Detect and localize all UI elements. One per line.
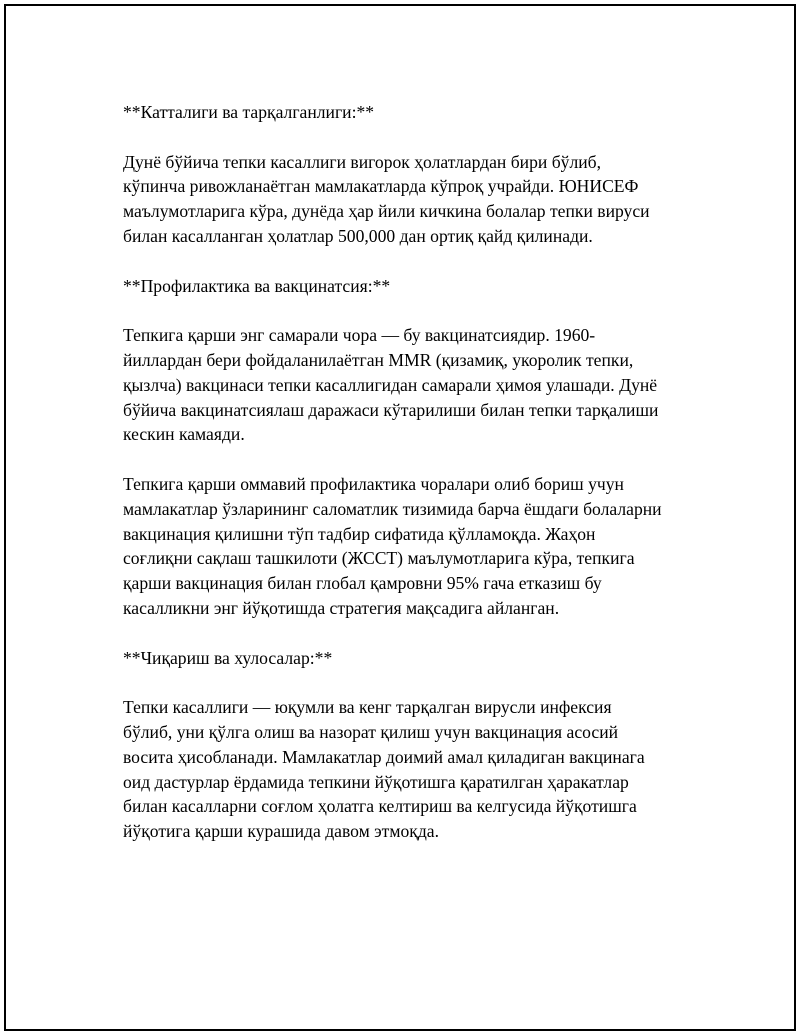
- text-line: оид дастурлар ёрдамида тепкини йўқотишга қаратилган ҳаракатлар: [123, 771, 629, 792]
- text-line: соғлиқни сақлаш ташкилоти (ЖССТ) маълумотларига кўра, тепкига: [123, 548, 635, 569]
- text-line: йиллардан бери фойдаланилаётган MMR (қизамиқ, укоролик тепки,: [123, 349, 634, 370]
- text-line: қызлча) вакцинаси тепки касаллигидан самарали ҳимоя улашади. Дунё: [123, 374, 658, 395]
- text-line: бўлиб, уни қўлга олиш ва назорат қилиш учун вакцинация асосий: [123, 721, 619, 742]
- text-line: **Профилактика ва вакцинатсия:**: [123, 275, 391, 296]
- text-line: кескин камаяди.: [123, 424, 245, 445]
- document-body: [123, 100, 683, 869]
- text-line: мамлакатлар ўзларининг саломатлик тизимида барча ёшдаги болаларни: [123, 498, 662, 519]
- paragraph-vaccination: [123, 323, 683, 447]
- text-line: қарши вакцинация билан глобал қамровни 95% гача етказиш бу: [123, 573, 602, 594]
- text-line: йўқотига қарши курашида давом этмоқда.: [123, 821, 440, 842]
- paragraph-mass-prevention: [123, 472, 683, 621]
- text-line: Дунё бўйича тепки касаллиги вигорок ҳолатлардан бири бўлиб,: [123, 151, 601, 172]
- section-heading-conclusions: [123, 646, 683, 671]
- section-heading-prevalence: [123, 100, 683, 125]
- text-line: кўпинча ривожланаётган мамлакатларда кўпроқ учрайди. ЮНИСЕФ: [123, 176, 639, 197]
- text-line: **Чиқариш ва хулосалар:**: [123, 647, 333, 668]
- text-line: бўйича вакцинатсиялаш даражаси кўтарилиши билан тепки тарқалиши: [123, 399, 659, 420]
- text-line: Тепкига қарши оммавий профилактика чоралари олиб бориш учун: [123, 473, 624, 494]
- paragraph-prevalence: [123, 150, 683, 249]
- text-line: билан касалланган ҳолатлар 500,000 дан ортиқ қайд қилинади.: [123, 225, 593, 246]
- text-line: Тепки касаллиги — юқумли ва кенг тарқалган вирусли инфексия: [123, 697, 612, 718]
- text-line: Тепкига қарши энг самарали чора — бу вакцинатсиядир. 1960-: [123, 325, 596, 346]
- text-line: вакцинация қилишни тўп тадбир сифатида қўлламоқда. Жаҳон: [123, 523, 596, 544]
- document-page: [4, 4, 796, 1031]
- section-heading-prevention: [123, 274, 683, 299]
- text-line: **Катталиги ва тарқалганлиги:**: [123, 102, 375, 122]
- text-line: маълумотларига кўра, дунёда ҳар йили кичкина болалар тепки вируси: [123, 201, 650, 222]
- text-line: билан касалларни соғлом ҳолатга келтириш ва келгусида йўқотишга: [123, 796, 637, 817]
- text-line: восита ҳисобланади. Мамлакатлар доимий амал қиладиган вакцинага: [123, 746, 645, 767]
- paragraph-conclusions: [123, 695, 683, 844]
- text-line: касалликни энг йўқотишда стратегия мақсадига айланган.: [123, 597, 560, 618]
